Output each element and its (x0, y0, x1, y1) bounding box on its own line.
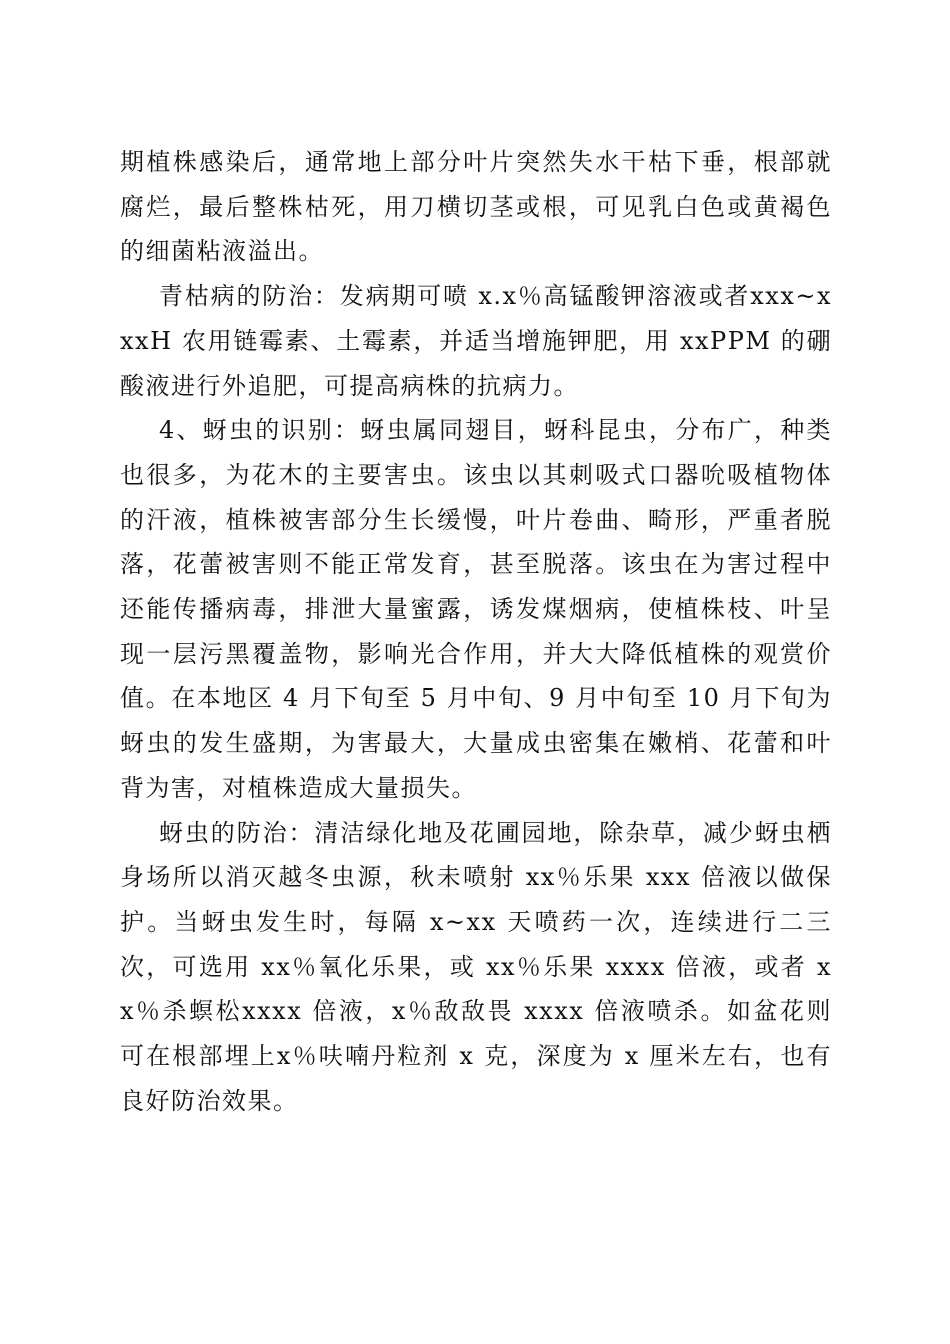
paragraph-aphid-identification: 4、蚜虫的识别：蚜虫属同翅目，蚜科昆虫，分布广，种类也很多，为花木的主要害虫。该虫以其刺吸式口器吮吸植物体的汗液，植株被害部分生长缓慢，叶片卷曲、畸形，严重者脱落，花蕾被害则不能正常发育，甚至脱落。该虫在为害过程中还能传播病毒，排泄大量蜜露，诱发煤烟病，使植株枝、叶呈现一层污黑覆盖物，影响光合作用，并大大降低植株的观赏价值。在本地区 4 月下旬至 5 月中旬、9 月中旬至 10 月下旬为蚜虫的发生盛期，为害最大，大量成虫密集在嫩梢、花蕾和叶背为害，对植株造成大量损失。 (120, 416, 832, 802)
paragraph-bacterial-wilt-control: 青枯病的防治：发病期可喷 x.x％高锰酸钾溶液或者xxx~xxxH 农用链霉素、土霉素，并适当增施钾肥，用 xxPPM 的硼酸液进行外追肥，可提高病株的抗病力。 (120, 282, 832, 400)
document-body (120, 140, 832, 1123)
paragraph-aphid-control: 蚜虫的防治：清洁绿化地及花圃园地，除杂草，减少蚜虫栖身场所以消灭越冬虫源，秋未喷射 xx％乐果 xxx 倍液以做保护。当蚜虫发生时，每隔 x~xx 天喷药一次，连续进行二三次，可选用 xx％氧化乐果，或 xx％乐果 xxxx 倍液，或者 xx％杀螟松xxxx 倍液，x％敌敌畏 xxxx 倍液喷杀。如盆花则可在根部埋上x％呋喃丹粒剂 x 克，深度为 x 厘米左右，也有良好防治效果。 (120, 818, 832, 1115)
paragraph-bacterial-wilt-symptoms: 期植株感染后，通常地上部分叶片突然失水干枯下垂，根部就腐烂，最后整株枯死，用刀横切茎或根，可见乳白色或黄褐色的细菌粘液溢出。 (120, 148, 832, 266)
